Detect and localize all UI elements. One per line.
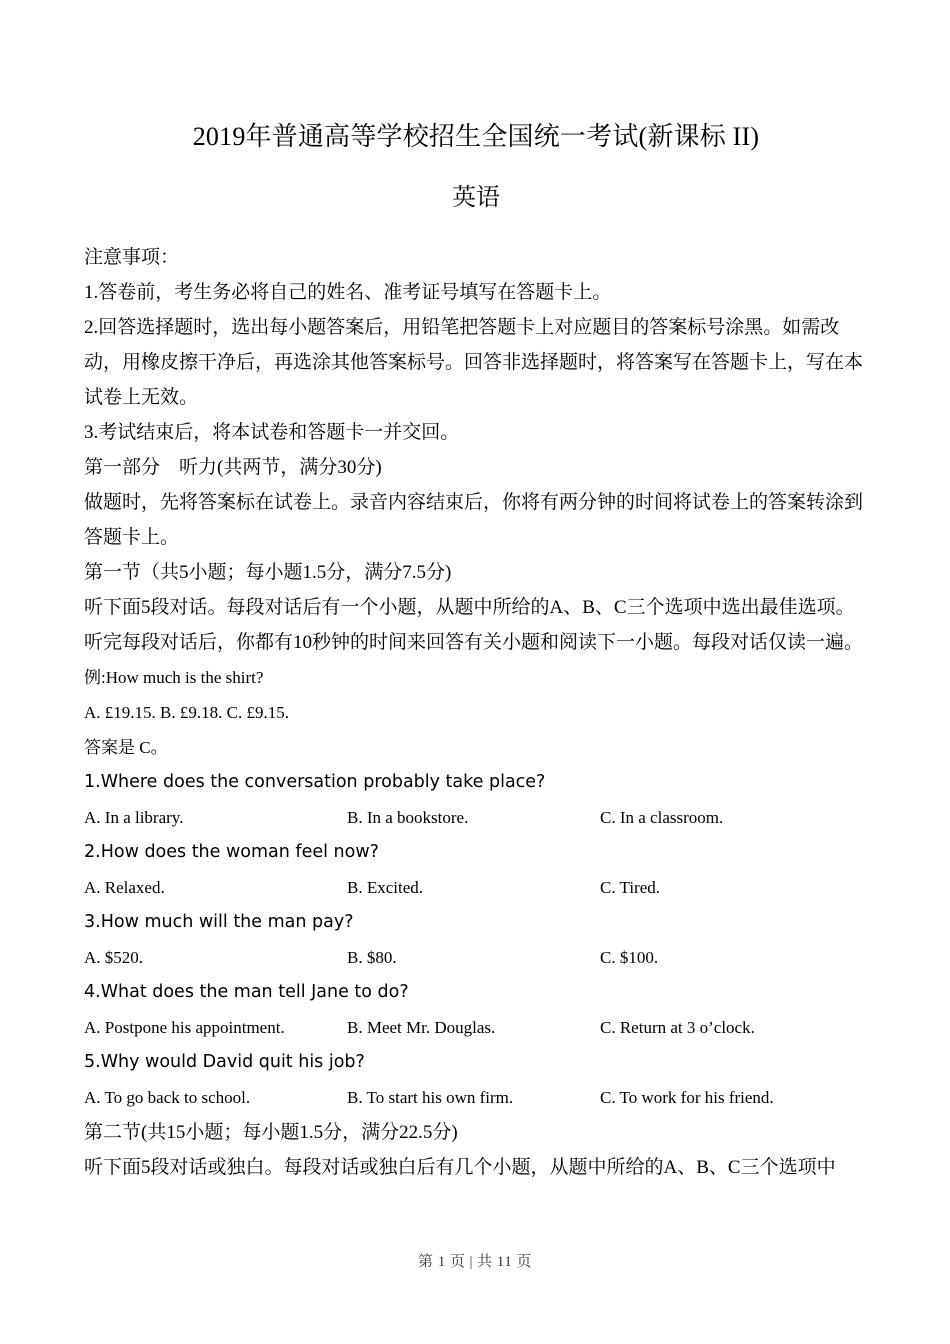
section-one-heading: 第一节（共5小题；每小题1.5分，满分7.5分) <box>84 562 452 583</box>
question-stem-2: 2.How does the woman feel now? <box>84 842 379 862</box>
section-one-instruction-1: 听下面5段对话。每段对话后有一个小题，从题中所给的A、B、C三个选项中选出最佳选项。 <box>84 597 855 618</box>
section-one-instruction-2: 听完每段对话后，你都有10秒钟的时间来回答有关小题和阅读下一小题。每段对话仅读一遍。 <box>84 632 864 653</box>
notice-item-3: 3.考试结束后，将本试卷和答题卡一并交回。 <box>84 422 460 443</box>
option-4-a[interactable]: A. Postpone his appointment. <box>84 1018 285 1037</box>
option-5-a[interactable]: A. To go back to school. <box>84 1088 251 1107</box>
question-stem-4: 4.What does the man tell Jane to do? <box>84 982 409 1002</box>
section-two-heading: 第二节(共15小题；每小题1.5分，满分22.5分) <box>84 1122 458 1143</box>
question-stem-3: 3.How much will the man pay? <box>84 912 354 932</box>
example-question-answer: 答案是 C。 <box>84 738 168 757</box>
footer-current-page: 第 1 页 <box>418 1254 466 1270</box>
part-one-instruction: 做题时，先将答案标在试卷上。录音内容结束后，你将有两分钟的时间将试卷上的答案转涂到答题卡上。 <box>84 492 864 548</box>
option-2-c[interactable]: C. Tired. <box>600 878 660 897</box>
option-2-b[interactable]: B. Excited. <box>347 878 424 897</box>
option-4-b[interactable]: B. Meet Mr. Douglas. <box>347 1018 496 1037</box>
question-options-2 <box>84 870 868 905</box>
option-3-a[interactable]: A. $520. <box>84 948 144 967</box>
option-3-b[interactable]: B. $80. <box>347 948 397 967</box>
option-1-c[interactable]: C. In a classroom. <box>600 808 724 827</box>
page-footer <box>0 1250 950 1271</box>
option-5-c[interactable]: C. To work for his friend. <box>600 1088 774 1107</box>
part-one-heading: 第一部分 听力(共两节，满分30分) <box>84 457 382 478</box>
option-1-b[interactable]: B. In a bookstore. <box>347 808 469 827</box>
page-content <box>84 0 868 1185</box>
example-question-options: A. £19.15. B. £9.18. C. £9.15. <box>84 703 289 722</box>
example-question-stem: 例:How much is the shirt? <box>84 668 264 687</box>
option-2-a[interactable]: A. Relaxed. <box>84 878 165 897</box>
question-options-3 <box>84 940 868 975</box>
footer-separator: | <box>469 1254 474 1270</box>
question-stem-1: 1.Where does the conversation probably take place? <box>84 772 546 792</box>
question-options-1 <box>84 800 868 835</box>
notice-item-2: 2.回答选择题时，选出每小题答案后，用铅笔把答题卡上对应题目的答案标号涂黑。如需改动，用橡皮擦干净后，再选涂其他答案标号。回答非选择题时，将答案写在答题卡上，写在本试卷上无效。 <box>84 317 864 408</box>
footer-total-pages: 共 11 页 <box>477 1254 532 1270</box>
question-options-4 <box>84 1010 868 1045</box>
question-options-5 <box>84 1080 868 1115</box>
option-4-c[interactable]: C. Return at 3 o’clock. <box>600 1018 755 1037</box>
notice-heading: 注意事项： <box>84 247 180 268</box>
section-two-instruction: 听下面5段对话或独白。每段对话或独白后有几个小题，从题中所给的A、B、C三个选项中 <box>84 1157 836 1178</box>
option-5-b[interactable]: B. To start his own firm. <box>347 1088 514 1107</box>
notice-item-1: 1.答卷前，考生务必将自己的姓名、准考证号填写在答题卡上。 <box>84 282 612 303</box>
page-title: 2019年普通高等学校招生全国统一考试(新课标 II) <box>192 122 760 151</box>
option-3-c[interactable]: C. $100. <box>600 948 659 967</box>
question-stem-5: 5.Why would David quit his job? <box>84 1052 365 1072</box>
subject-title: 英语 <box>452 185 500 211</box>
option-1-a[interactable]: A. In a library. <box>84 808 184 827</box>
